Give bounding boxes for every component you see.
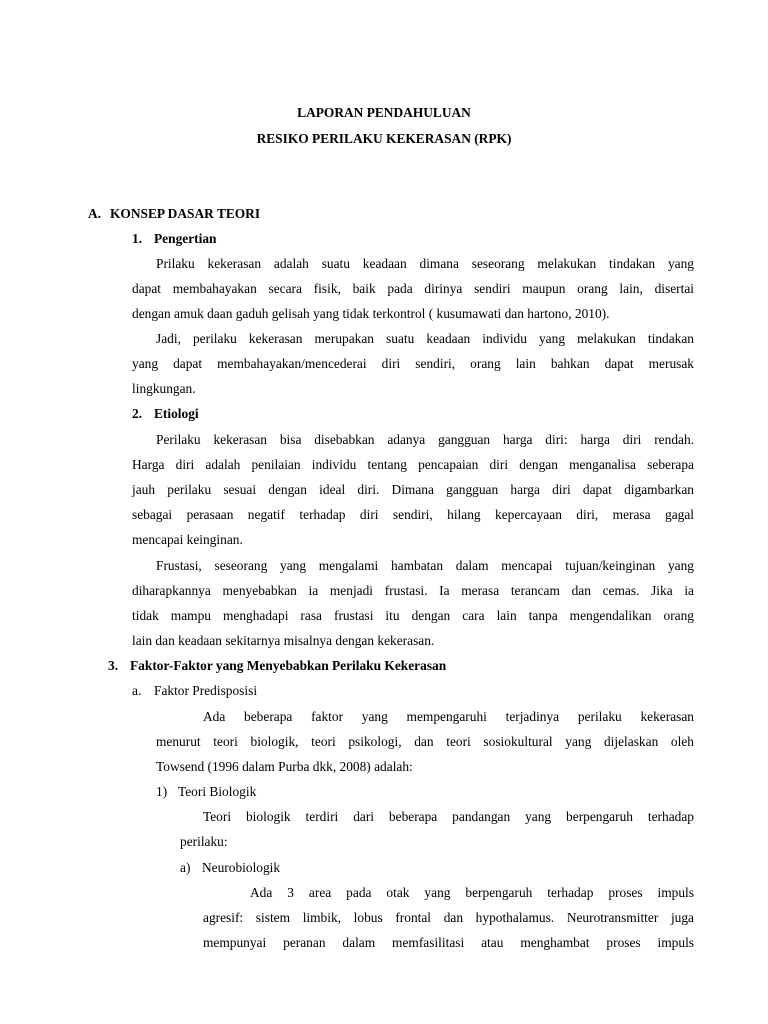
doc-title-line1: LAPORAN PENDAHULUAN <box>297 105 471 120</box>
neurobiologik-p1-line2: agresif: sistem limbik, lobus frontal dan hypothalamus. Neurotransmitter juga <box>203 910 694 925</box>
item1-p1-line2: dapat membahayakan secara fisik, baik pada dirinya sendiri maupun orang lain, disertai <box>132 281 694 296</box>
neurobiologik-label: a) <box>180 860 191 875</box>
item1-number: 1. <box>132 231 143 246</box>
item2-p2-line2: diharapkannya menyebabkan ia menjadi frustasi. Ia merasa terancam dan cemas. Jika ia <box>132 583 694 598</box>
item2-number: 2. <box>132 406 143 421</box>
teori-biologik-title: Teori Biologik <box>178 784 257 799</box>
neurobiologik-p1-line3: mempunyai peranan dalam memfasilitasi atau menghambat proses impuls <box>203 935 694 950</box>
teori-biologik-p1-line1: Teori biologik terdiri dari beberapa pandangan yang berpengaruh terhadap <box>203 809 694 824</box>
item3-title: Faktor-Faktor yang Menyebabkan Perilaku Kekerasan <box>130 658 447 673</box>
neurobiologik-title: Neurobiologik <box>202 860 281 875</box>
item3a-p1-line2: menurut teori biologik, teori psikologi, dan teori sosiokultural yang dijelaskan oleh <box>156 734 694 749</box>
section-a-title: KONSEP DASAR TEORI <box>110 206 261 221</box>
item1-title: Pengertian <box>154 231 217 246</box>
section-a-label: A. <box>88 206 102 221</box>
item1-p1-line3: dengan amuk daan gaduh gelisah yang tidak terkontrol ( kusumawati dan hartono, 2010). <box>132 306 610 321</box>
teori-biologik-p1-line2: perilaku: <box>180 834 228 849</box>
item1-p2-line1: Jadi, perilaku kekerasan merupakan suatu keadaan individu yang melakukan tindakan <box>156 331 694 346</box>
item2-p1-line4: sebagai perasaan negatif terhadap diri sendiri, hilang kepercayaan diri, merasa gagal <box>132 507 694 522</box>
item2-p1-line3: jauh perilaku sesuai dengan ideal diri. Dimana gangguan harga diri dapat digambarkan <box>132 482 694 497</box>
item2-p2-line3: tidak mampu menghadapi rasa frustasi itu dengan cara lain tanpa mengendalikan orang <box>132 608 694 623</box>
item2-heading <box>132 405 199 423</box>
neurobiologik-p1-line1: Ada 3 area pada otak yang berpengaruh terhadap proses impuls <box>250 885 694 900</box>
item2-p2-line1: Frustasi, seseorang yang mengalami hambatan dalam mencapai tujuan/keinginan yang <box>156 558 694 573</box>
item3a-heading <box>132 682 257 700</box>
item3a-p1-line3: Towsend (1996 dalam Purba dkk, 2008) adalah: <box>156 759 413 774</box>
item1-p2-line2: yang dapat membahayakan/mencederai diri sendiri, orang lain bahkan dapat merusak <box>132 356 694 371</box>
item1-p2-line3: lingkungan. <box>132 381 196 396</box>
item2-p1-line2: Harga diri adalah penilaian individu tentang pencapaian diri dengan menganalisa seberapa <box>132 457 694 472</box>
item2-title: Etiologi <box>154 406 199 421</box>
doc-title-line2: RESIKO PERILAKU KEKERASAN (RPK) <box>256 131 512 146</box>
teori-biologik-heading <box>156 783 256 801</box>
item3a-label: a. <box>132 683 142 698</box>
item3a-title: Faktor Predisposisi <box>154 683 258 698</box>
item2-p1-line5: mencapai keinginan. <box>132 532 243 547</box>
item1-p1-line1: Prilaku kekerasan adalah suatu keadaan dimana seseorang melakukan tindakan yang <box>156 256 694 271</box>
section-a-heading <box>88 205 260 223</box>
item2-p2-line4: lain dan keadaan sekitarnya misalnya dengan kekerasan. <box>132 633 435 648</box>
neurobiologik-heading <box>180 859 280 877</box>
item3-number: 3. <box>108 658 119 673</box>
teori-biologik-label: 1) <box>156 784 168 799</box>
item3-heading <box>108 657 446 675</box>
item3a-p1-line1: Ada beberapa faktor yang mempengaruhi terjadinya perilaku kekerasan <box>203 709 694 724</box>
item1-heading <box>132 230 216 248</box>
item2-p1-line1: Perilaku kekerasan bisa disebabkan adanya gangguan harga diri: harga diri rendah. <box>156 432 694 447</box>
